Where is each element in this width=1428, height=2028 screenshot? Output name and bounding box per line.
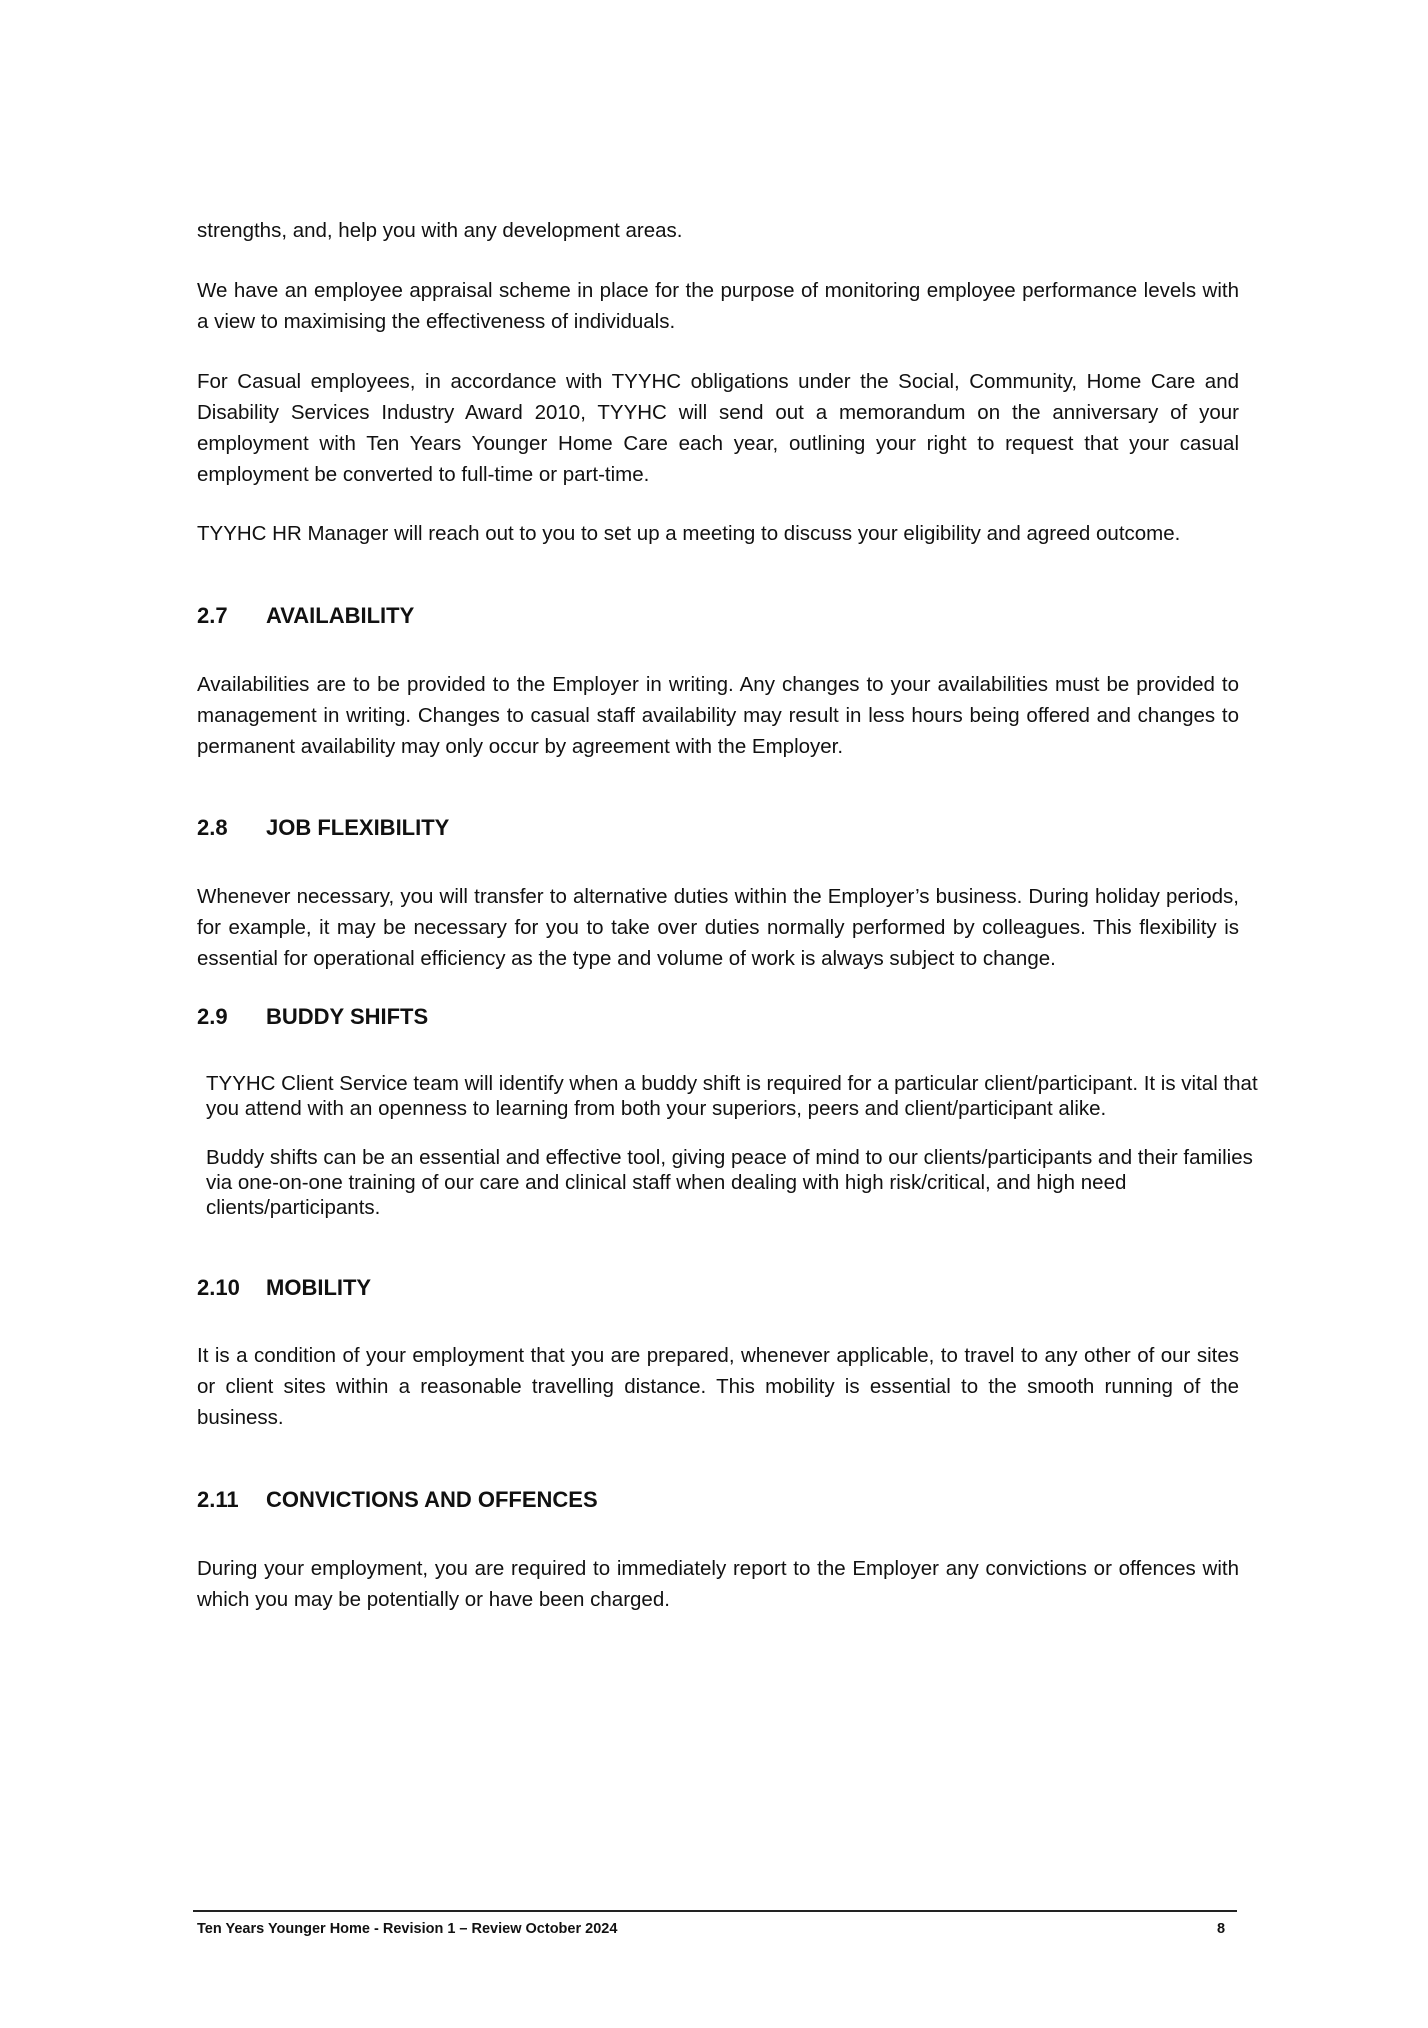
section-title: AVAILABILITY bbox=[266, 603, 415, 628]
paragraph-job-flexibility: Whenever necessary, you will transfer to alternative duties within the Employer’s business. During holiday periods, for example, it may be necessary for you to take over duties normally performed by colleagues. This flexibility is essential for operational efficiency as the type and volume of work is always subject to change. bbox=[197, 885, 1239, 970]
paragraph-mobility: It is a condition of your employment that you are prepared, whenever applicable, to travel to any other of our sites or client sites within a reasonable travelling distance. This mobility is essential to the smooth running of the business. bbox=[197, 1344, 1239, 1429]
paragraph-hr-manager: TYYHC HR Manager will reach out to you to set up a meeting to discuss your eligibility and agreed outcome. bbox=[197, 522, 1181, 545]
section-heading-convictions bbox=[197, 1485, 598, 1515]
section-number: 2.8 bbox=[197, 815, 228, 840]
section-number: 2.7 bbox=[197, 603, 228, 628]
paragraph-appraisal: We have an employee appraisal scheme in place for the purpose of monitoring employee performance levels with a view to maximising the effectiveness of individuals. bbox=[197, 279, 1239, 333]
footer-text: Ten Years Younger Home - Revision 1 – Review October 2024 bbox=[197, 1921, 618, 1937]
section-number: 2.11 bbox=[197, 1487, 239, 1512]
section-number: 2.10 bbox=[197, 1275, 240, 1300]
paragraph-availability: Availabilities are to be provided to the Employer in writing. Any changes to your availabilities must be provided to management in writing. Changes to casual staff availability may result in less hours being offered and changes to permanent availability may only occur by agreement with the Employer. bbox=[197, 673, 1239, 758]
page-number: 8 bbox=[1217, 1921, 1226, 1937]
section-title: JOB FLEXIBILITY bbox=[266, 815, 450, 840]
section-heading-mobility bbox=[197, 1273, 371, 1303]
paragraph-strengths: strengths, and, help you with any development areas. bbox=[197, 219, 683, 242]
section-title: CONVICTIONS AND OFFENCES bbox=[266, 1487, 598, 1512]
paragraph-convictions: During your employment, you are required to immediately report to the Employer any convictions or offences with which you may be potentially or have been charged. bbox=[197, 1557, 1239, 1611]
section-heading-availability bbox=[197, 601, 414, 631]
footer-divider bbox=[193, 1910, 1237, 1912]
paragraph-buddy-shifts-2: Buddy shifts can be an essential and effective tool, giving peace of mind to our clients/participants and their families via one-on-one training of our care and clinical staff when dealing with high risk/critical, and high need clients/participants. bbox=[206, 1146, 1253, 1219]
section-title: BUDDY SHIFTS bbox=[266, 1004, 429, 1029]
section-title: MOBILITY bbox=[266, 1275, 372, 1300]
section-heading-buddy-shifts bbox=[197, 1002, 428, 1032]
paragraph-casual-employees: For Casual employees, in accordance with TYYHC obligations under the Social, Community, Home Care and Disability Services Industry Award 2010, TYYHC will send out a memorandum on the anniversary of your employment with Ten Years Younger Home Care each year, outlining your right to request that your casual employment be converted to full-time or part-time. bbox=[197, 370, 1239, 486]
paragraph-buddy-shifts-1: TYYHC Client Service team will identify when a buddy shift is required for a particular client/participant. It is vital that you attend with an openness to learning from both your superiors, peers and client/participant alike. bbox=[206, 1072, 1258, 1120]
section-number: 2.9 bbox=[197, 1004, 228, 1029]
section-heading-job-flexibility bbox=[197, 813, 449, 843]
